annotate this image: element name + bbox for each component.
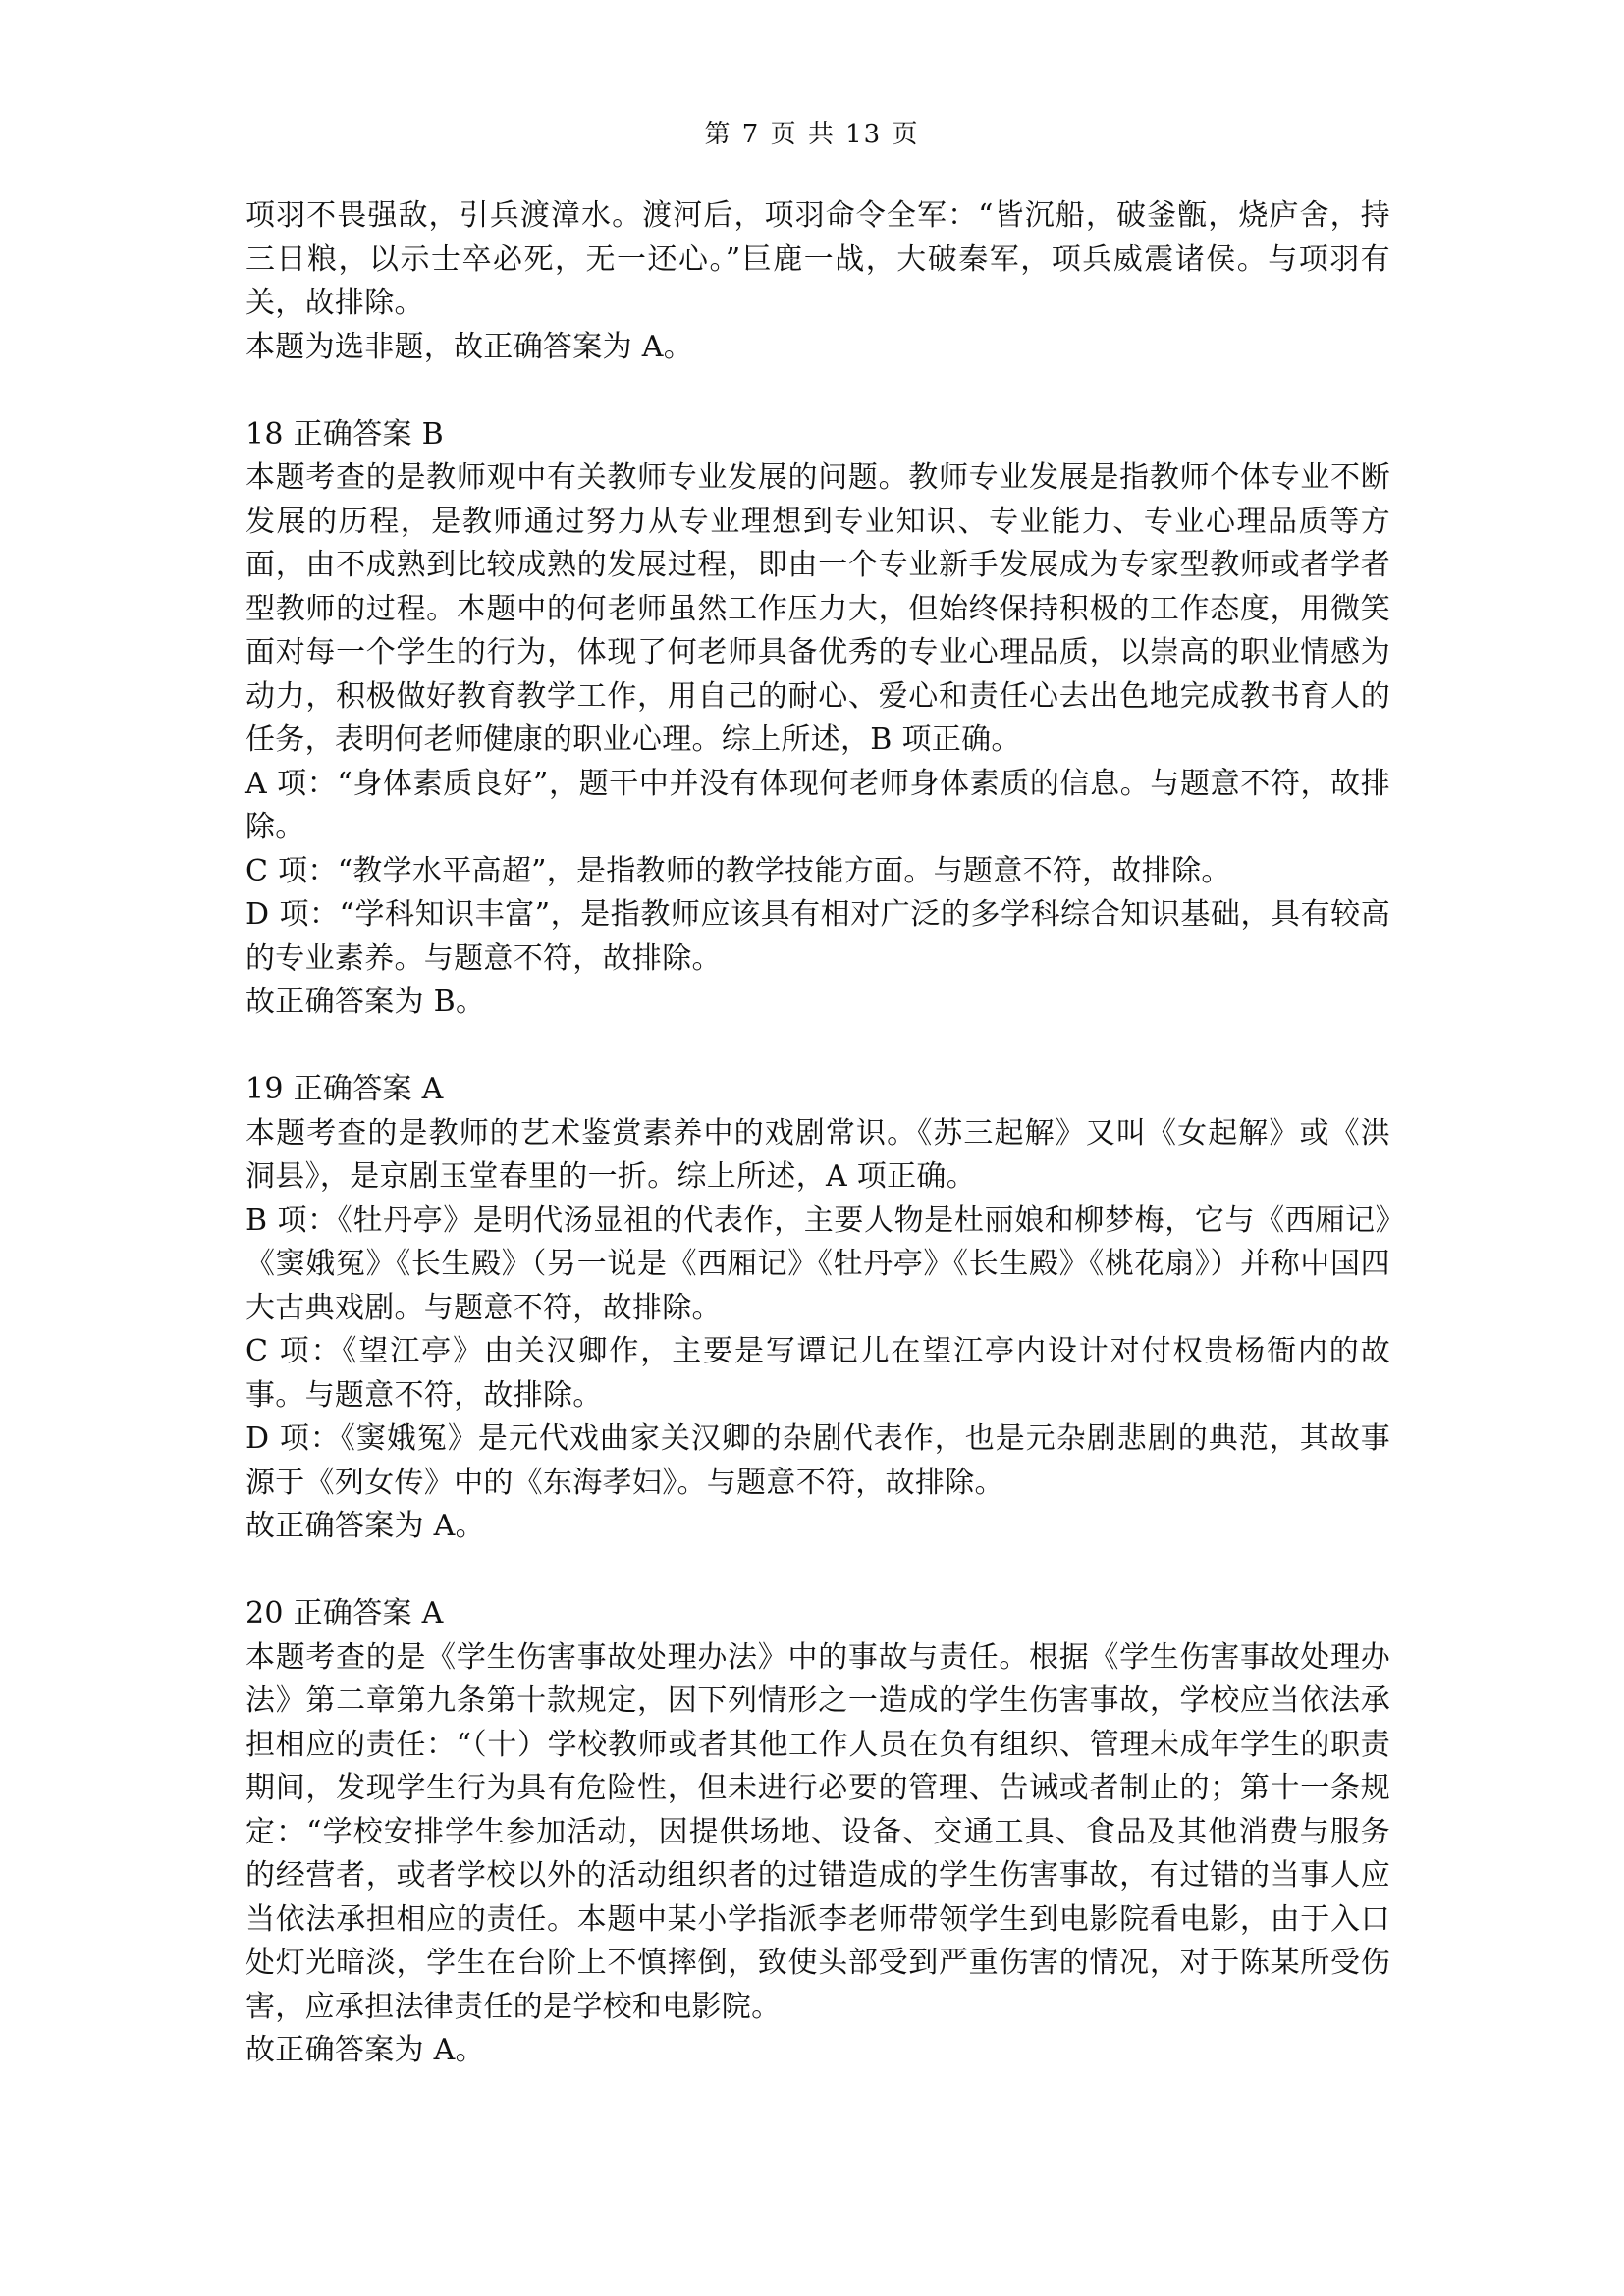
option-analysis: C 项：“教学水平高超”，是指教师的教学技能方面。与题意不符，故排除。 [245,853,1231,888]
answer-conclusion: 本题为选非题，故正确答案为 A。 [245,329,694,364]
explanation-paragraph: 项羽不畏强敌，引兵渡漳水。渡河后，项羽命令全军：“皆沉船，破釜甑，烧庐舍，持三日粮，以示士卒必死，无一还心。”巨鹿一战，大破秦军，项兵威震诸侯。与项羽有关，故排除。 [245,198,1390,320]
section-gap [245,369,1390,413]
explanation-paragraph: 本题考查的是教师观中有关教师专业发展的问题。教师专业发展是指教师个体专业不断发展的历程，是教师通过努力从专业理想到专业知识、专业能力、专业心理品质等方面，由不成熟到比较成熟的发展过程，即由一个专业新手发展成为专家型教师或者学者型教师的过程。本题中的何老师虽然工作压力大，但始终保持积极的工作态度，用微笑面对每一个学生的行为，体现了何老师具备优秀的专业心理品质，以崇高的职业情感为动力，积极做好教育教学工作，用自己的耐心、爱心和责任心去出色地完成教书育人的任务，表明何老师健康的职业心理。综上所述，B 项正确。 [245,460,1390,757]
page-number-header: 第 7 页 共 13 页 [704,120,920,149]
answer-section-19 [245,1068,1390,1549]
answer-explanations [245,194,1390,2073]
option-analysis: D 项：《窦娥冤》是元代戏曲家关汉卿的杂剧代表作，也是元杂剧悲剧的典范，其故事源于《列女传》中的《东海孝妇》。与题意不符，故排除。 [245,1421,1390,1500]
answer-conclusion: 故正确答案为 A。 [245,1509,485,1543]
answer-heading: 20 正确答案 A [245,1596,444,1630]
explanation-paragraph: 本题考查的是《学生伤害事故处理办法》中的事故与责任。根据《学生伤害事故处理办法》第二章第九条第十款规定，因下列情形之一造成的学生伤害事故，学校应当依法承担相应的责任：“（十）学校教师或者其他工作人员在负有组织、管理未成年学生的职责期间，发现学生行为具有危险性，但未进行必要的管理、告诫或者制止的；第十一条规定：“学校安排学生参加活动，因提供场地、设备、交通工具、食品及其他消费与服务的经营者，或者学校以外的活动组织者的过错造成的学生伤害事故，有过错的当事人应当依法承担相应的责任。本题中某小学指派李老师带领学生到电影院看电影，由于入口处灯光暗淡，学生在台阶上不慎摔倒，致使头部受到严重伤害的情况，对于陈某所受伤害，应承担法律责任的是学校和电影院。 [245,1639,1390,2024]
answer-heading: 19 正确答案 A [245,1072,444,1106]
option-analysis: D 项：“学科知识丰富”，是指教师应该具有相对广泛的多学科综合知识基础，具有较高的专业素养。与题意不符，故排除。 [245,897,1390,976]
answer-heading: 18 正确答案 B [245,416,444,452]
answer-section-18 [245,413,1390,1025]
section-gap [245,1025,1390,1069]
option-analysis: A 项：“身体素质良好”，题干中并没有体现何老师身体素质的信息。与题意不符，故排除。 [245,766,1390,844]
option-analysis: C 项：《望江亭》由关汉卿作，主要是写谭记儿在望江亭内设计对付权贵杨衙内的故事。与题意不符，故排除。 [245,1334,1390,1413]
option-analysis: B 项：《牡丹亭》是明代汤显祖的代表作，主要人物是杜丽娘和柳梦梅，它与《西厢记》《窦娥冤》《长生殿》（另一说是《西厢记》《牡丹亭》《长生殿》《桃花扇》）并称中国四大古典戏剧。与题意不符，故排除。 [245,1202,1390,1325]
answer-section-17 [245,194,1390,369]
answer-conclusion: 故正确答案为 B。 [245,985,486,1019]
explanation-paragraph: 本题考查的是教师的艺术鉴赏素养中的戏剧常识。《苏三起解》又叫《女起解》或《洪洞县》，是京剧玉堂春里的一折。综上所述，A 项正确。 [245,1115,1390,1194]
answer-section-20 [245,1592,1390,2073]
answer-conclusion: 故正确答案为 A。 [245,2033,485,2067]
section-gap [245,1549,1390,1593]
